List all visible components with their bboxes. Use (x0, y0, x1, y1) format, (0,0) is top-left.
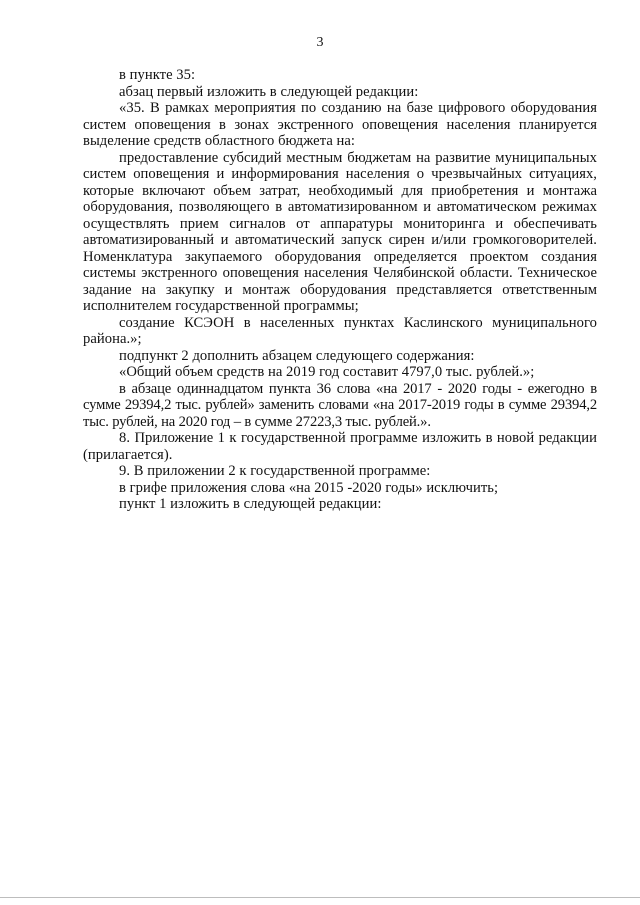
paragraph-item-35-text: «35. В рамках мероприятия по созданию на базе цифрового оборудования систем оповещения в зонах экстренного оповещения населения планируется выделение средств областного бюджета на: (83, 100, 597, 149)
paragraph-appendix-2: 9. В приложении 2 к государственной программе: (119, 463, 431, 479)
page-number: 3 (316, 35, 324, 50)
paragraph-subpoint-2: подпункт 2 дополнить абзацем следующего содержания: (119, 347, 475, 364)
paragraph-point-1: пункт 1 изложить в следующей редакции: (119, 496, 382, 512)
paragraph-item-36: в абзаце одиннадцатом пункта 36 слова «на 2017 - 2020 годы - ежегодно в сумме 29394,2 тыс. рублей» заменить словами «на 2017-2019 годы в сумме 29394,2 тыс. рублей, на 2020 год – в сумме 27223,3 тыс. рублей.». (83, 380, 597, 430)
paragraph-grif: в грифе приложения слова «на 2015 -2020 годы» исключить; (119, 479, 499, 496)
document-body (83, 67, 597, 513)
paragraph-kseon: создание КСЭОН в населенных пунктах Каслинского муниципального района.»; (83, 314, 597, 347)
paragraph-item-35-intro: в пункте 35: (119, 67, 196, 83)
page-bottom-edge (0, 897, 640, 898)
paragraph-total-2019: «Общий объем средств на 2019 год составит 4797,0 тыс. рублей.»; (119, 364, 535, 380)
paragraph-subsidies: предоставление субсидий местным бюджетам на развитие муниципальных систем оповещения и информирования населения о чрезвычайных ситуациях, которые включают объем затрат, необходимый для приобретения и монтажа оборудования, позволяющего в автоматизированном и автоматическом режимах осуществлять прием сигналов от аппаратуры мониторинга и обеспечивать автоматизированный и автоматический запуск сирен и/или громкоговорителей. Номенклатура закупаемого оборудования определяется проектом создания системы экстренного оповещения населения Челябинской области. Техническое задание на закупку и монтаж оборудования представляется ответственным исполнителем государственной программы; (83, 149, 597, 314)
paragraph-first-abzac: абзац первый изложить в следующей редакции: (119, 83, 419, 100)
paragraph-appendix-1: 8. Приложение 1 к государственной программе изложить в новой редакции (прилагается). (83, 430, 597, 463)
